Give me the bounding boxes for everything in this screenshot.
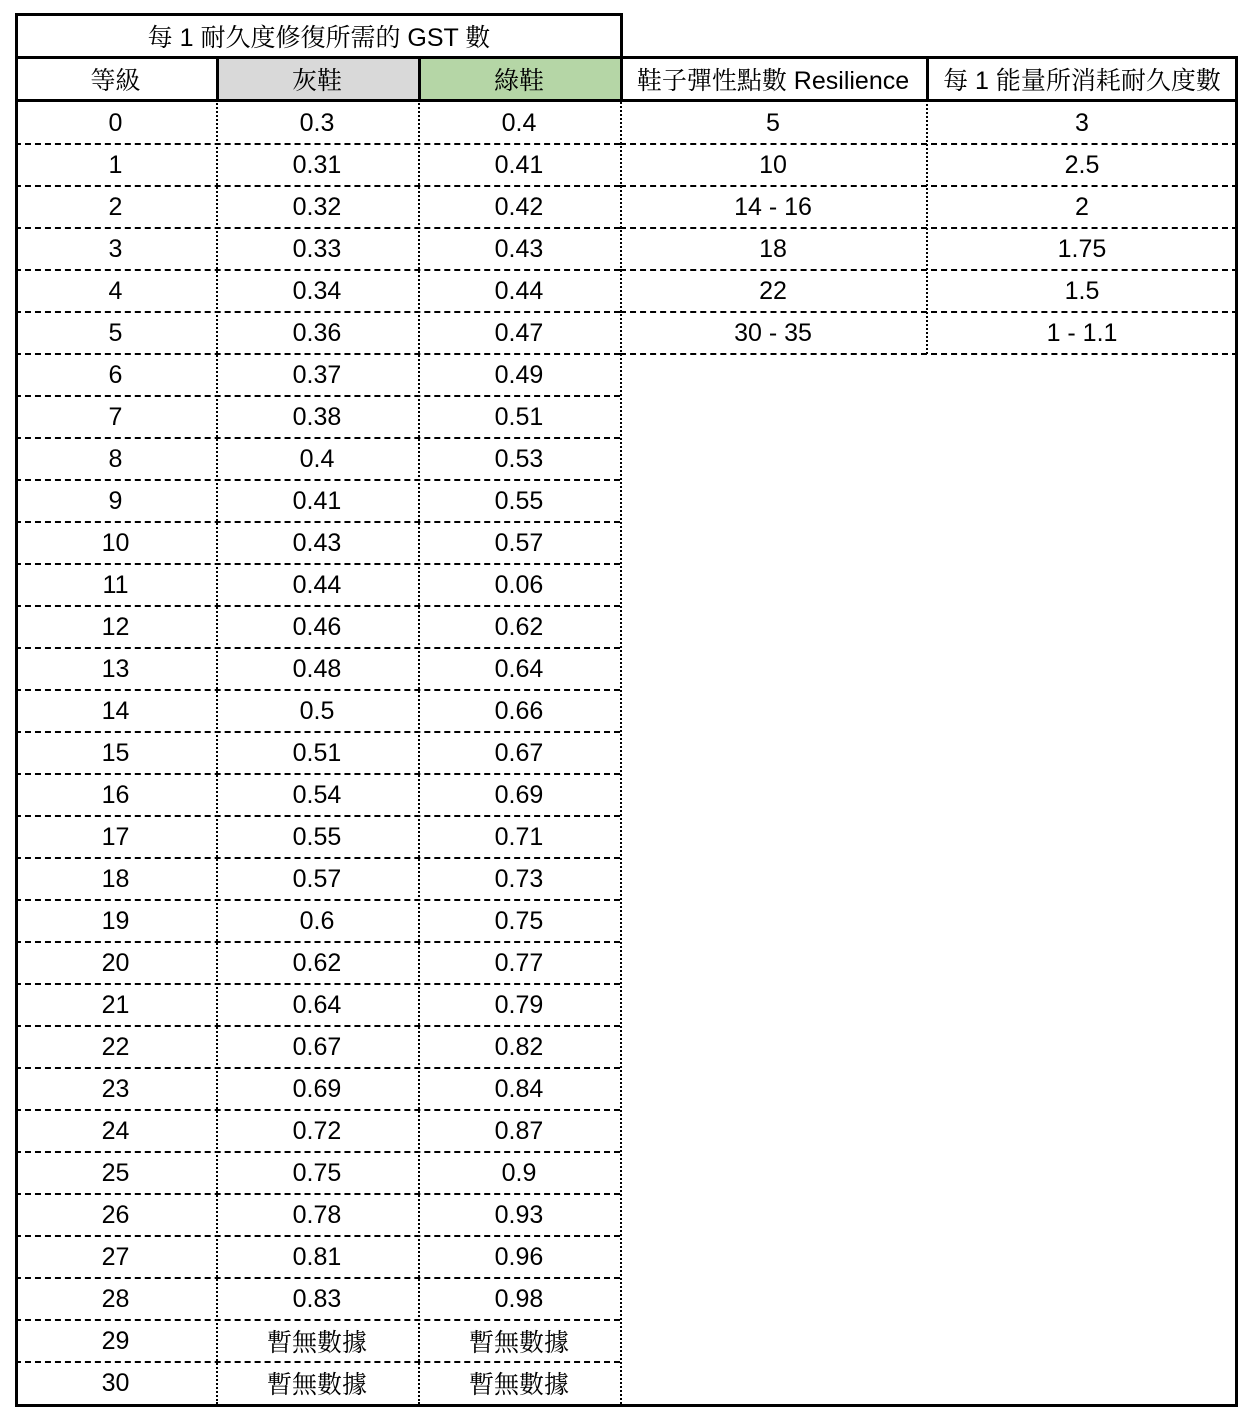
table-cell: 14 <box>101 696 130 725</box>
table-cell: 9 <box>108 486 123 515</box>
table-cell: 5 <box>108 318 123 347</box>
header-green-shoe: 綠鞋 <box>418 56 620 102</box>
table-cell: 0.31 <box>292 150 342 179</box>
table-cell: 0.6 <box>299 906 335 935</box>
table-cell: 0.71 <box>494 822 544 851</box>
table-cell: 1 - 1.1 <box>1046 318 1118 347</box>
table-cell: 0.82 <box>494 1032 544 1061</box>
table-cell: 4 <box>108 276 123 305</box>
table-cell: 0.77 <box>494 948 544 977</box>
table-cell: 0.32 <box>292 192 342 221</box>
table-cell: 暫無數據 <box>468 1329 569 1357</box>
table-cell: 2.5 <box>1064 150 1100 179</box>
table-cell: 30 <box>101 1368 130 1397</box>
header-divider <box>620 13 623 99</box>
table-cell: 10 <box>759 150 787 179</box>
table-cell: 13 <box>101 654 130 683</box>
table-cell: 0.75 <box>292 1158 342 1187</box>
table-cell: 0.43 <box>292 528 342 557</box>
table-cell: 0.53 <box>494 444 544 473</box>
table-cell: 0.41 <box>292 486 342 515</box>
table-cell: 2 <box>1075 192 1089 221</box>
table-cell: 0.37 <box>292 360 342 389</box>
table-cell: 0.55 <box>292 822 342 851</box>
table-cell: 21 <box>101 990 130 1019</box>
table-cell: 0.62 <box>494 612 544 641</box>
table-cell: 0.46 <box>292 612 342 641</box>
table-cell: 0.38 <box>292 402 342 431</box>
table-cell: 19 <box>101 906 130 935</box>
table-cell: 0.42 <box>494 192 544 221</box>
table-cell: 0.69 <box>494 780 544 809</box>
table-cell: 27 <box>101 1242 130 1271</box>
table-cell: 16 <box>101 780 130 809</box>
table-cell: 1.75 <box>1057 234 1107 263</box>
table-cell: 0.84 <box>494 1074 544 1103</box>
table-cell: 0.96 <box>494 1242 544 1271</box>
table-cell: 18 <box>101 864 130 893</box>
table-cell: 0.54 <box>292 780 342 809</box>
column-divider <box>216 56 218 1404</box>
table-cell: 0 <box>108 108 123 137</box>
header-gray-shoe: 灰鞋 <box>216 56 418 102</box>
header-divider <box>216 56 219 99</box>
table-cell: 0.64 <box>292 990 342 1019</box>
table-cell: 0.57 <box>494 528 544 557</box>
table-cell: 0.64 <box>494 654 544 683</box>
table-bottom-border <box>620 1404 1238 1407</box>
table-cell: 25 <box>101 1158 130 1187</box>
table-cell: 18 <box>759 234 787 263</box>
table-cell: 6 <box>108 360 123 389</box>
table-cell: 8 <box>108 444 123 473</box>
table-cell: 1.5 <box>1064 276 1100 305</box>
table-cell: 14 - 16 <box>734 192 812 221</box>
right-border <box>1235 56 1238 1407</box>
table-cell: 23 <box>101 1074 130 1103</box>
header-divider <box>418 56 421 99</box>
table-cell: 0.44 <box>292 570 342 599</box>
table-cell: 11 <box>102 570 129 599</box>
table-cell: 0.78 <box>292 1200 342 1229</box>
table-cell: 22 <box>759 276 787 305</box>
table-cell: 0.06 <box>494 570 544 599</box>
table-cell: 20 <box>101 948 130 977</box>
table-cell: 22 <box>101 1032 130 1061</box>
column-divider <box>418 56 420 1404</box>
header-resilience: 鞋子彈性點數 Resilience <box>620 56 926 102</box>
table-cell: 30 - 35 <box>734 318 812 347</box>
row-divider <box>620 353 1238 355</box>
header-durability-per-energy: 每 1 能量所消耗耐久度數 <box>926 56 1238 102</box>
header-level: 等級 <box>15 56 216 102</box>
table-cell: 0.69 <box>292 1074 342 1103</box>
table-cell: 3 <box>108 234 123 263</box>
table-cell: 0.33 <box>292 234 342 263</box>
table-cell: 暫無數據 <box>266 1329 367 1357</box>
table-cell: 0.75 <box>494 906 544 935</box>
table-cell: 0.98 <box>494 1284 544 1313</box>
table-cell: 0.83 <box>292 1284 342 1313</box>
table-cell: 0.67 <box>292 1032 342 1061</box>
table-cell: 3 <box>1075 108 1089 137</box>
table-cell: 17 <box>101 822 130 851</box>
table-cell: 0.67 <box>494 738 544 767</box>
table-cell: 0.57 <box>292 864 342 893</box>
table-cell: 0.73 <box>494 864 544 893</box>
table-cell: 0.66 <box>494 696 544 725</box>
table-cell: 0.51 <box>292 738 342 767</box>
table-cell: 0.72 <box>292 1116 342 1145</box>
table-cell: 0.81 <box>292 1242 342 1271</box>
table-cell: 0.47 <box>494 318 544 347</box>
table-cell: 28 <box>101 1284 130 1313</box>
table-cell: 0.4 <box>501 108 537 137</box>
table-cell: 暫無數據 <box>266 1371 367 1399</box>
table-cell: 0.36 <box>292 318 342 347</box>
table-cell: 0.43 <box>494 234 544 263</box>
table-cell: 10 <box>101 528 130 557</box>
table-cell: 26 <box>101 1200 130 1229</box>
table-cell: 24 <box>101 1116 130 1145</box>
table-cell: 0.55 <box>494 486 544 515</box>
table-cell: 1 <box>108 150 123 179</box>
table-cell: 0.41 <box>494 150 544 179</box>
table-cell: 0.79 <box>494 990 544 1019</box>
table-cell: 0.48 <box>292 654 342 683</box>
column-divider <box>926 99 928 354</box>
table-cell: 0.93 <box>494 1200 544 1229</box>
table-cell: 0.44 <box>494 276 544 305</box>
table-cell: 0.49 <box>494 360 544 389</box>
table-cell: 暫無數據 <box>468 1371 569 1399</box>
table-cell: 0.87 <box>494 1116 544 1145</box>
column-divider <box>620 99 622 1404</box>
table-cell: 0.3 <box>299 108 335 137</box>
table-cell: 0.9 <box>501 1158 537 1187</box>
table-cell: 5 <box>766 108 780 137</box>
table-title: 每 1 耐久度修復所需的 GST 數 <box>15 13 623 56</box>
table-cell: 0.4 <box>299 444 335 473</box>
table-cell: 0.5 <box>299 696 335 725</box>
table-cell: 29 <box>101 1326 130 1355</box>
table-cell: 0.62 <box>292 948 342 977</box>
header-divider <box>926 56 929 99</box>
table-cell: 2 <box>108 192 123 221</box>
table-cell: 12 <box>101 612 130 641</box>
table-cell: 7 <box>108 402 123 431</box>
table-bottom-border <box>15 1404 623 1407</box>
table-cell: 15 <box>101 738 130 767</box>
table-cell: 0.51 <box>494 402 544 431</box>
left-border <box>15 13 18 1407</box>
table-cell: 0.34 <box>292 276 342 305</box>
